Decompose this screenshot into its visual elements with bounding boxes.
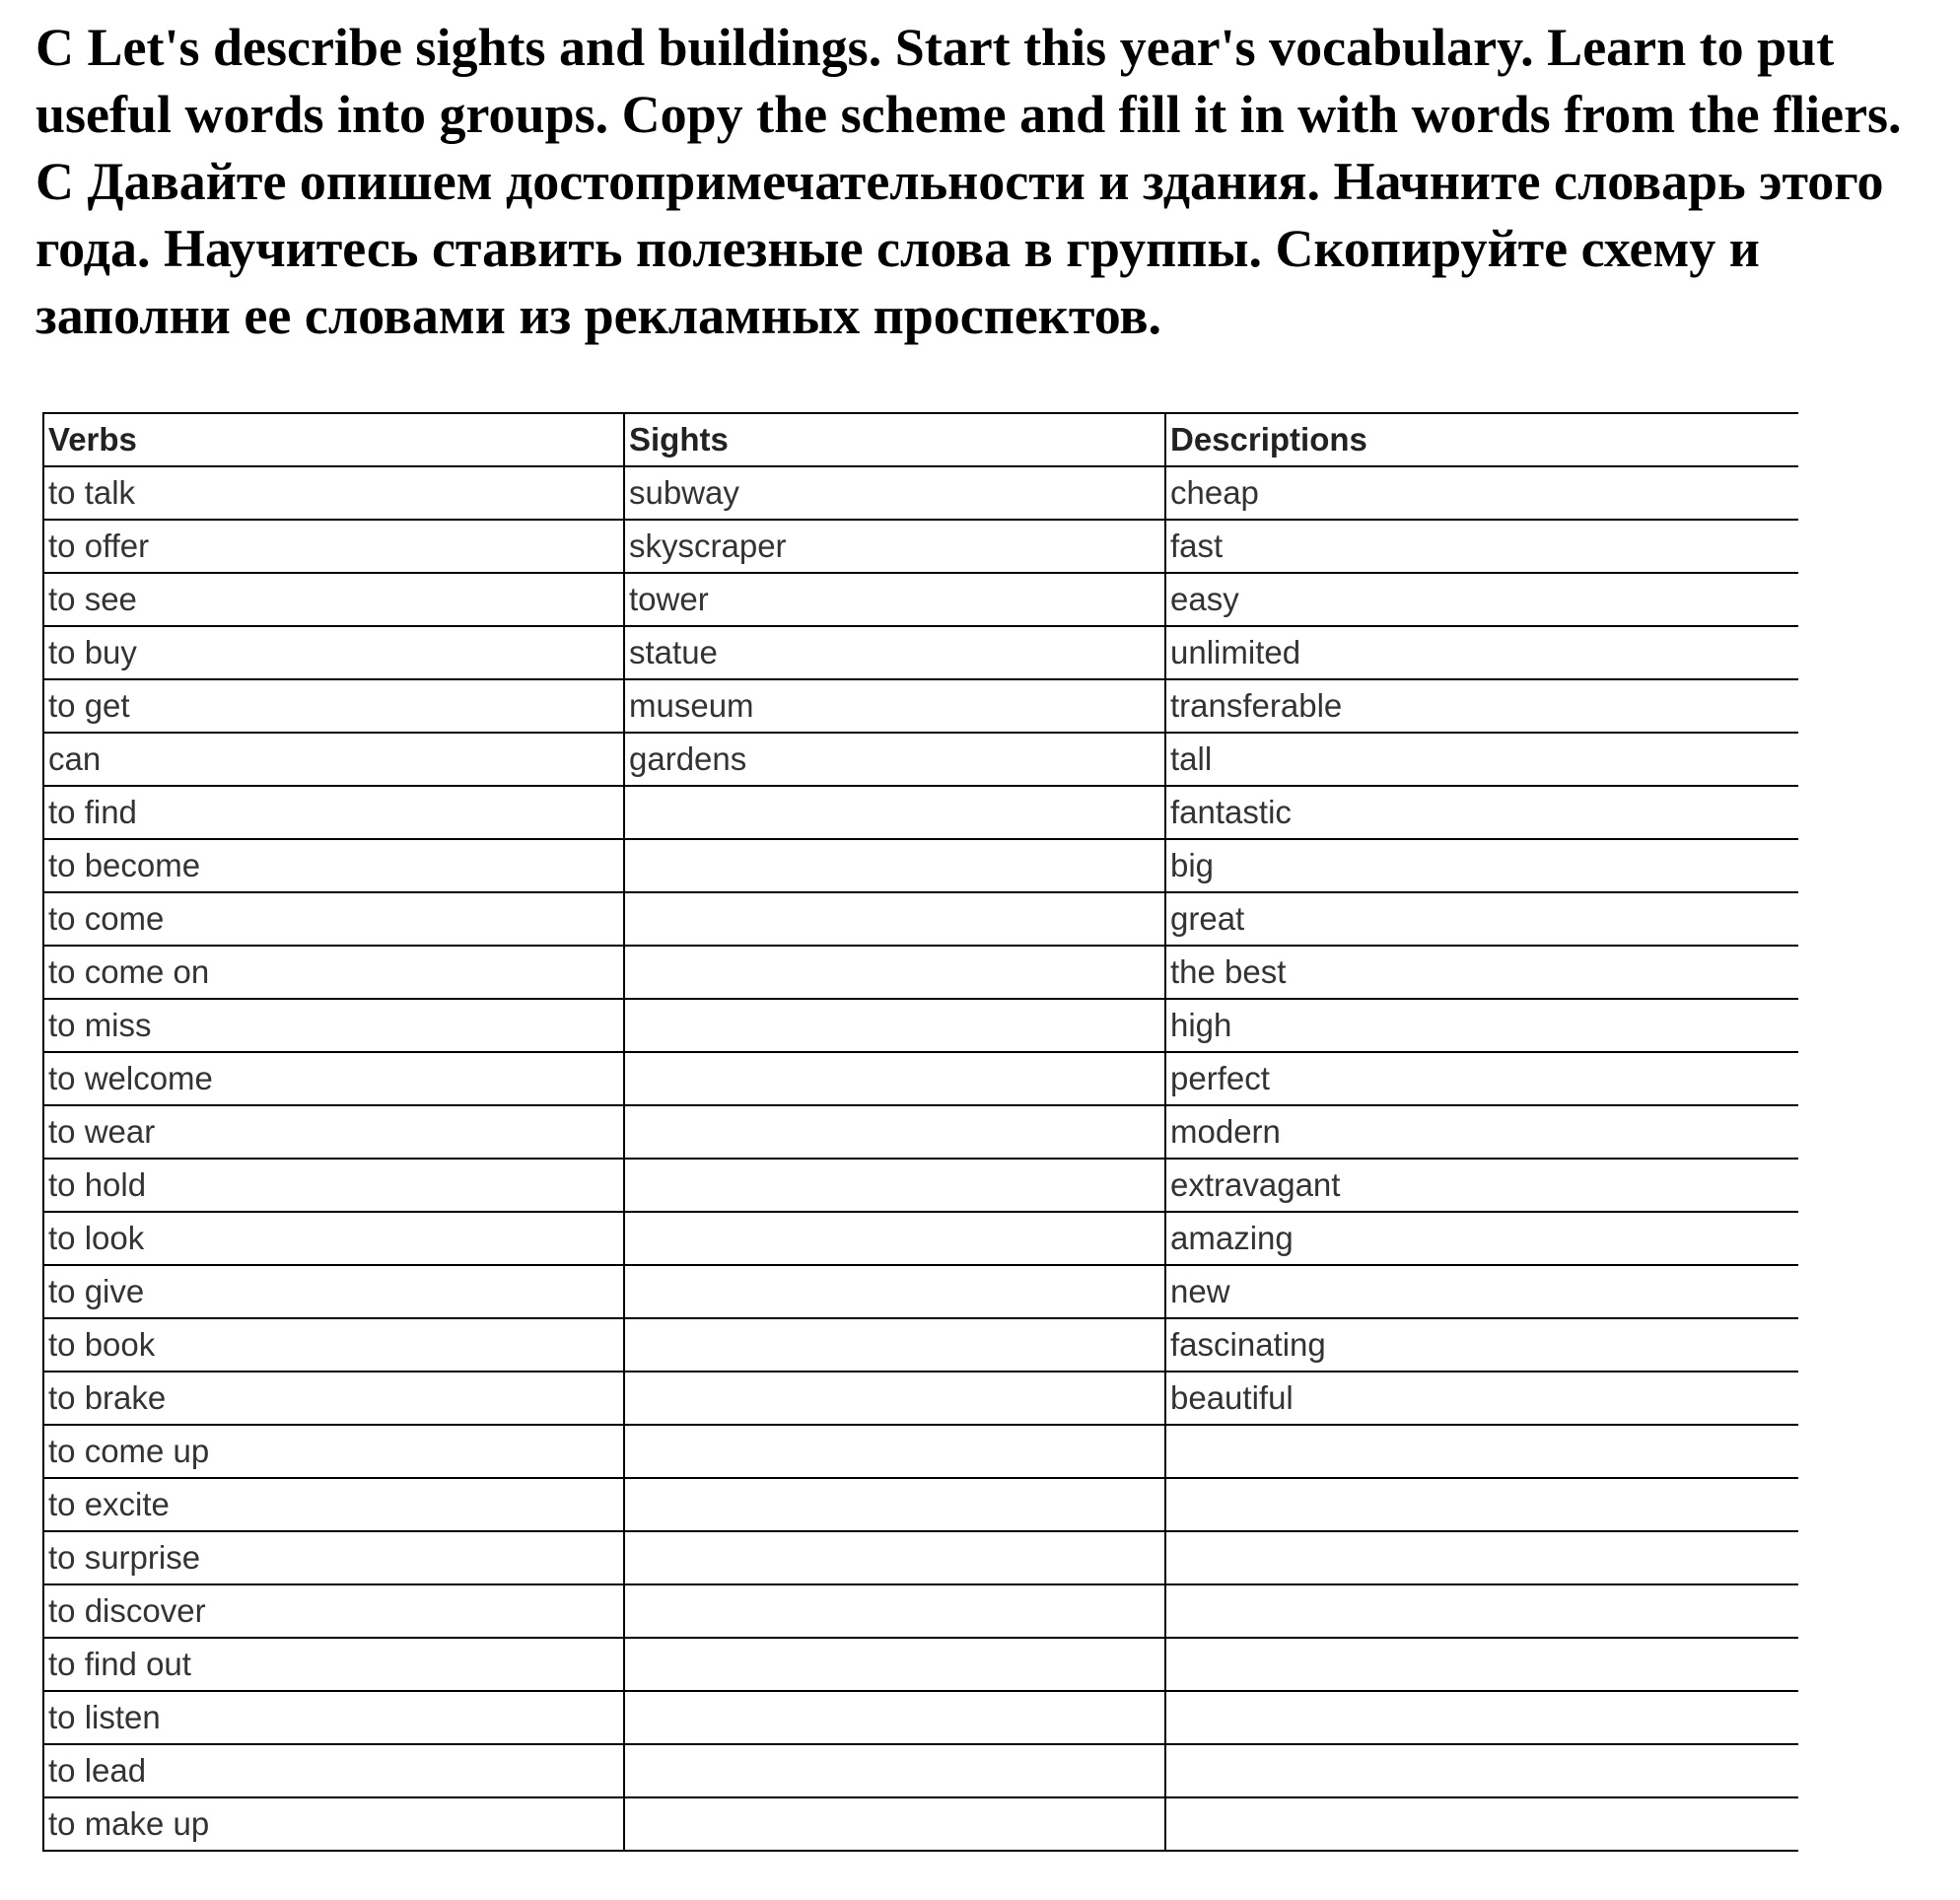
table-row — [43, 839, 1798, 892]
cell-sight — [624, 1318, 1165, 1372]
cell-description — [1165, 1797, 1798, 1851]
cell-description — [1165, 1425, 1798, 1478]
task-instructions — [35, 14, 1948, 349]
cell-verb: to hold — [43, 1159, 624, 1212]
cell-description: unlimited — [1165, 626, 1798, 679]
table-row — [43, 1372, 1798, 1425]
cell-sight — [624, 1638, 1165, 1691]
cell-sight — [624, 1212, 1165, 1265]
cell-sight — [624, 1425, 1165, 1478]
cell-sight: museum — [624, 679, 1165, 733]
cell-description: perfect — [1165, 1052, 1798, 1105]
vocabulary-table — [42, 412, 1798, 1852]
table-row — [43, 1105, 1798, 1159]
cell-verb: to listen — [43, 1691, 624, 1744]
cell-verb: to come on — [43, 946, 624, 999]
table-body — [43, 466, 1798, 1851]
cell-description — [1165, 1744, 1798, 1797]
instruction-english: C Let's describe sights and buildings. Start this year's vocabulary. Learn to put useful words into groups. Copy the scheme and fill it in with words from the fliers. — [35, 18, 1902, 144]
cell-description — [1165, 1638, 1798, 1691]
cell-description: the best — [1165, 946, 1798, 999]
table-row — [43, 1052, 1798, 1105]
table-row — [43, 1531, 1798, 1584]
instruction-russian: С Давайте опишем достопримечательности и здания. Начните словарь этого года. Научитесь ставить полезные слова в группы. Скопируйте схему и заполни ее словами из рекламных проспектов. — [35, 152, 1884, 345]
cell-verb: to excite — [43, 1478, 624, 1531]
cell-sight: subway — [624, 466, 1165, 520]
cell-description: fast — [1165, 520, 1798, 573]
cell-sight — [624, 786, 1165, 839]
cell-description: amazing — [1165, 1212, 1798, 1265]
cell-sight — [624, 1584, 1165, 1638]
table-row — [43, 520, 1798, 573]
cell-verb: to lead — [43, 1744, 624, 1797]
cell-sight: statue — [624, 626, 1165, 679]
cell-verb: to give — [43, 1265, 624, 1318]
table-row — [43, 786, 1798, 839]
table-row — [43, 1478, 1798, 1531]
cell-verb: to book — [43, 1318, 624, 1372]
cell-verb: to talk — [43, 466, 624, 520]
header-verbs: Verbs — [43, 413, 624, 466]
table-row — [43, 1425, 1798, 1478]
cell-description: easy — [1165, 573, 1798, 626]
cell-verb: to get — [43, 679, 624, 733]
table-header-row — [43, 413, 1798, 466]
cell-description: modern — [1165, 1105, 1798, 1159]
table-row — [43, 1318, 1798, 1372]
cell-verb: to see — [43, 573, 624, 626]
table-row — [43, 626, 1798, 679]
cell-sight — [624, 1105, 1165, 1159]
cell-sight — [624, 839, 1165, 892]
table-row — [43, 1691, 1798, 1744]
cell-sight — [624, 1052, 1165, 1105]
table-row — [43, 999, 1798, 1052]
table-row — [43, 1584, 1798, 1638]
cell-verb: to discover — [43, 1584, 624, 1638]
cell-sight — [624, 1691, 1165, 1744]
cell-sight — [624, 1159, 1165, 1212]
table-row — [43, 466, 1798, 520]
header-sights: Sights — [624, 413, 1165, 466]
cell-description — [1165, 1531, 1798, 1584]
cell-sight — [624, 1372, 1165, 1425]
cell-verb: can — [43, 733, 624, 786]
table-row — [43, 1638, 1798, 1691]
cell-verb: to come up — [43, 1425, 624, 1478]
cell-verb: to miss — [43, 999, 624, 1052]
cell-verb: to buy — [43, 626, 624, 679]
table-row — [43, 679, 1798, 733]
cell-description — [1165, 1478, 1798, 1531]
cell-sight — [624, 1531, 1165, 1584]
cell-verb: to come — [43, 892, 624, 946]
cell-verb: to become — [43, 839, 624, 892]
table-row — [43, 1744, 1798, 1797]
cell-verb: to look — [43, 1212, 624, 1265]
table-row — [43, 946, 1798, 999]
cell-verb: to welcome — [43, 1052, 624, 1105]
cell-sight — [624, 1797, 1165, 1851]
cell-description: cheap — [1165, 466, 1798, 520]
cell-sight — [624, 1744, 1165, 1797]
cell-description — [1165, 1691, 1798, 1744]
cell-description: great — [1165, 892, 1798, 946]
cell-sight: tower — [624, 573, 1165, 626]
table-row — [43, 1797, 1798, 1851]
cell-description: extravagant — [1165, 1159, 1798, 1212]
cell-verb: to make up — [43, 1797, 624, 1851]
cell-description: tall — [1165, 733, 1798, 786]
cell-description — [1165, 1584, 1798, 1638]
cell-sight — [624, 892, 1165, 946]
cell-verb: to find — [43, 786, 624, 839]
cell-description: fantastic — [1165, 786, 1798, 839]
table-row — [43, 892, 1798, 946]
cell-verb: to find out — [43, 1638, 624, 1691]
cell-sight: skyscraper — [624, 520, 1165, 573]
cell-verb: to wear — [43, 1105, 624, 1159]
table-row — [43, 733, 1798, 786]
table-row — [43, 1212, 1798, 1265]
cell-description: fascinating — [1165, 1318, 1798, 1372]
cell-description: beautiful — [1165, 1372, 1798, 1425]
table-row — [43, 1159, 1798, 1212]
table-row — [43, 573, 1798, 626]
header-descriptions: Descriptions — [1165, 413, 1798, 466]
cell-description: transferable — [1165, 679, 1798, 733]
cell-verb: to offer — [43, 520, 624, 573]
cell-verb: to brake — [43, 1372, 624, 1425]
cell-description: big — [1165, 839, 1798, 892]
cell-sight — [624, 999, 1165, 1052]
table-row — [43, 1265, 1798, 1318]
cell-sight — [624, 1265, 1165, 1318]
cell-description: new — [1165, 1265, 1798, 1318]
cell-sight — [624, 1478, 1165, 1531]
cell-sight: gardens — [624, 733, 1165, 786]
cell-description: high — [1165, 999, 1798, 1052]
cell-sight — [624, 946, 1165, 999]
cell-verb: to surprise — [43, 1531, 624, 1584]
